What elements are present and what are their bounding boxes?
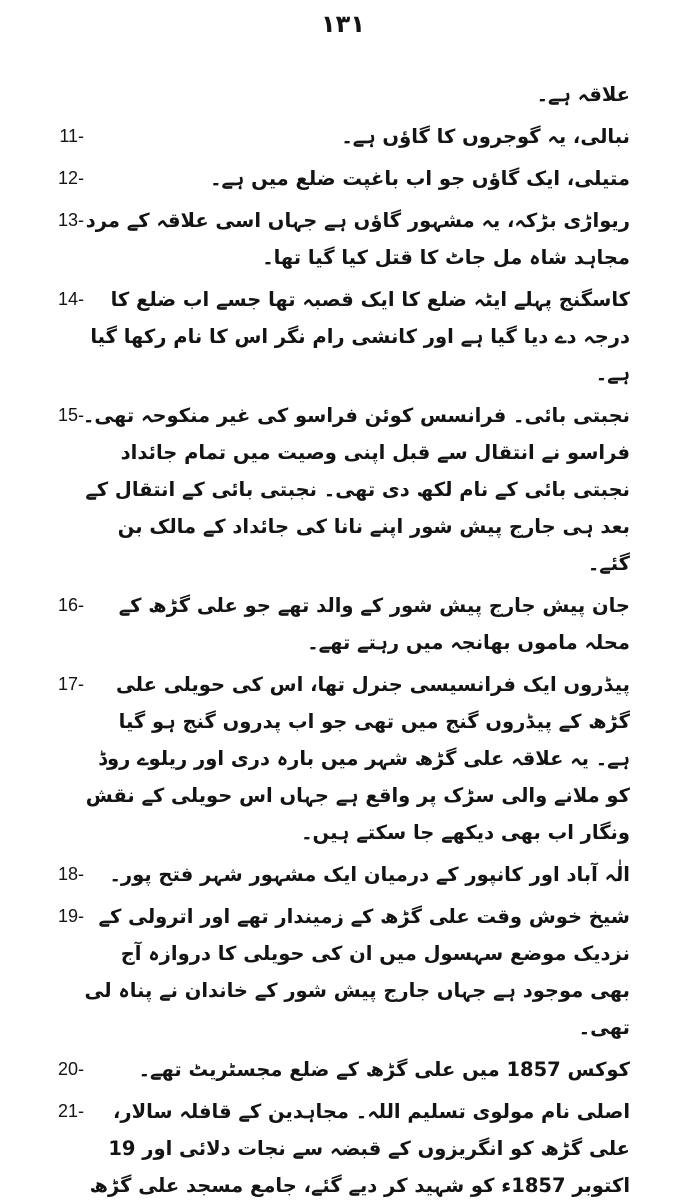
note-17 xyxy=(0,666,686,851)
note-text: الٰہ آباد اور کانپور کے درمیان ایک مشہور شہر فتح پور۔ xyxy=(109,863,630,886)
note-text: نجبتی بائی۔ فرانسس کوئن فراسو کی غیر منکوحہ تھی۔ فراسو نے انتقال سے قبل اپنی وصیت میں تمام جائداد نجبتی بائی کے نام لکھ دی تھی۔ نجبتی بائی کے انتقال کے بعد ہی جارج پیش شور اپنے نانا کی جائداد کے مالک بن گئے۔ xyxy=(82,404,630,575)
note-number: 17- xyxy=(57,674,84,694)
note-text: جان پیش جارج پیش شور کے والد تھے جو علی گڑھ کے محلہ ماموں بھانجہ میں رہتے تھے۔ xyxy=(118,594,630,654)
note-number: 15- xyxy=(57,405,84,425)
note-12 xyxy=(0,160,686,197)
note-text: شیخ خوش وقت علی گڑھ کے زمیندار تھے اور اترولی کے نزدیک موضع سہسول میں ان کی حویلی کا دروازہ آج بھی موجود ہے جہاں جارج پیش شور کے خاندان نے پناہ لی تھی۔ xyxy=(84,905,630,1039)
note-number: 20- xyxy=(57,1059,84,1079)
note-number: 19- xyxy=(57,906,84,926)
note-continuation xyxy=(0,76,686,113)
note-text: کاسگنج پہلے ایٹہ ضلع کا ایک قصبہ تھا جسے اب ضلع کا درجہ دے دیا گیا ہے اور کانشی رام نگر اس کا نام رکھا گیا ہے۔ xyxy=(90,288,630,385)
note-text: کوکس 1857 میں علی گڑھ کے ضلع مجسٹریٹ تھے۔ xyxy=(138,1058,630,1081)
note-number: 11- xyxy=(59,126,84,146)
footnotes-list xyxy=(0,76,686,1197)
note-14 xyxy=(0,281,686,392)
note-number: 12- xyxy=(57,168,84,188)
note-number: 13- xyxy=(57,210,84,230)
note-16 xyxy=(0,587,686,661)
page-number: ۱۳۱ xyxy=(321,10,365,38)
note-13 xyxy=(0,202,686,276)
note-text: متیلی، ایک گاؤں جو اب باغپت ضلع میں ہے۔ xyxy=(210,167,630,190)
note-number: 16- xyxy=(57,595,84,615)
note-text: نبالی، یہ گوجروں کا گاؤں ہے۔ xyxy=(341,125,630,148)
note-text: علاقہ ہے۔ xyxy=(536,83,630,106)
note-text: اصلی نام مولوی تسلیم اللہ۔ مجاہدین کے قافلہ سالار، علی گڑھ کو انگریزوں کے قبضہ سے نجات دلائی اور 19 اکتوبر 1857ء کو شہید کر دیے گئے، جامع مسجد علی گڑھ xyxy=(89,1100,630,1197)
note-number: 14- xyxy=(57,289,84,309)
note-number: 18- xyxy=(57,864,84,884)
note-20 xyxy=(0,1051,686,1088)
note-18 xyxy=(0,856,686,893)
note-19 xyxy=(0,898,686,1046)
note-text: ریواڑی بڑکہ، یہ مشہور گاؤں ہے جہاں اسی علاقہ کے مرد مجاہد شاہ مل جاٹ کا قتل کیا گیا تھا۔ xyxy=(85,209,630,269)
note-number: 21- xyxy=(57,1101,84,1121)
note-text: پیڈروں ایک فرانسیسی جنرل تھا، اس کی حویلی علی گڑھ کے پیڈروں گنج میں تھی جو اب پدروں گنج ہو گیا ہے۔ یہ علاقہ علی گڑھ شہر میں بارہ دری اور ریلوے روڈ کو ملانے والی سڑک پر واقع ہے جہاں اس حویلی کے نقش ونگار اب بھی دیکھے جا سکتے ہیں۔ xyxy=(85,673,630,844)
note-21 xyxy=(0,1093,686,1204)
note-11 xyxy=(0,118,686,155)
note-15 xyxy=(0,397,686,582)
